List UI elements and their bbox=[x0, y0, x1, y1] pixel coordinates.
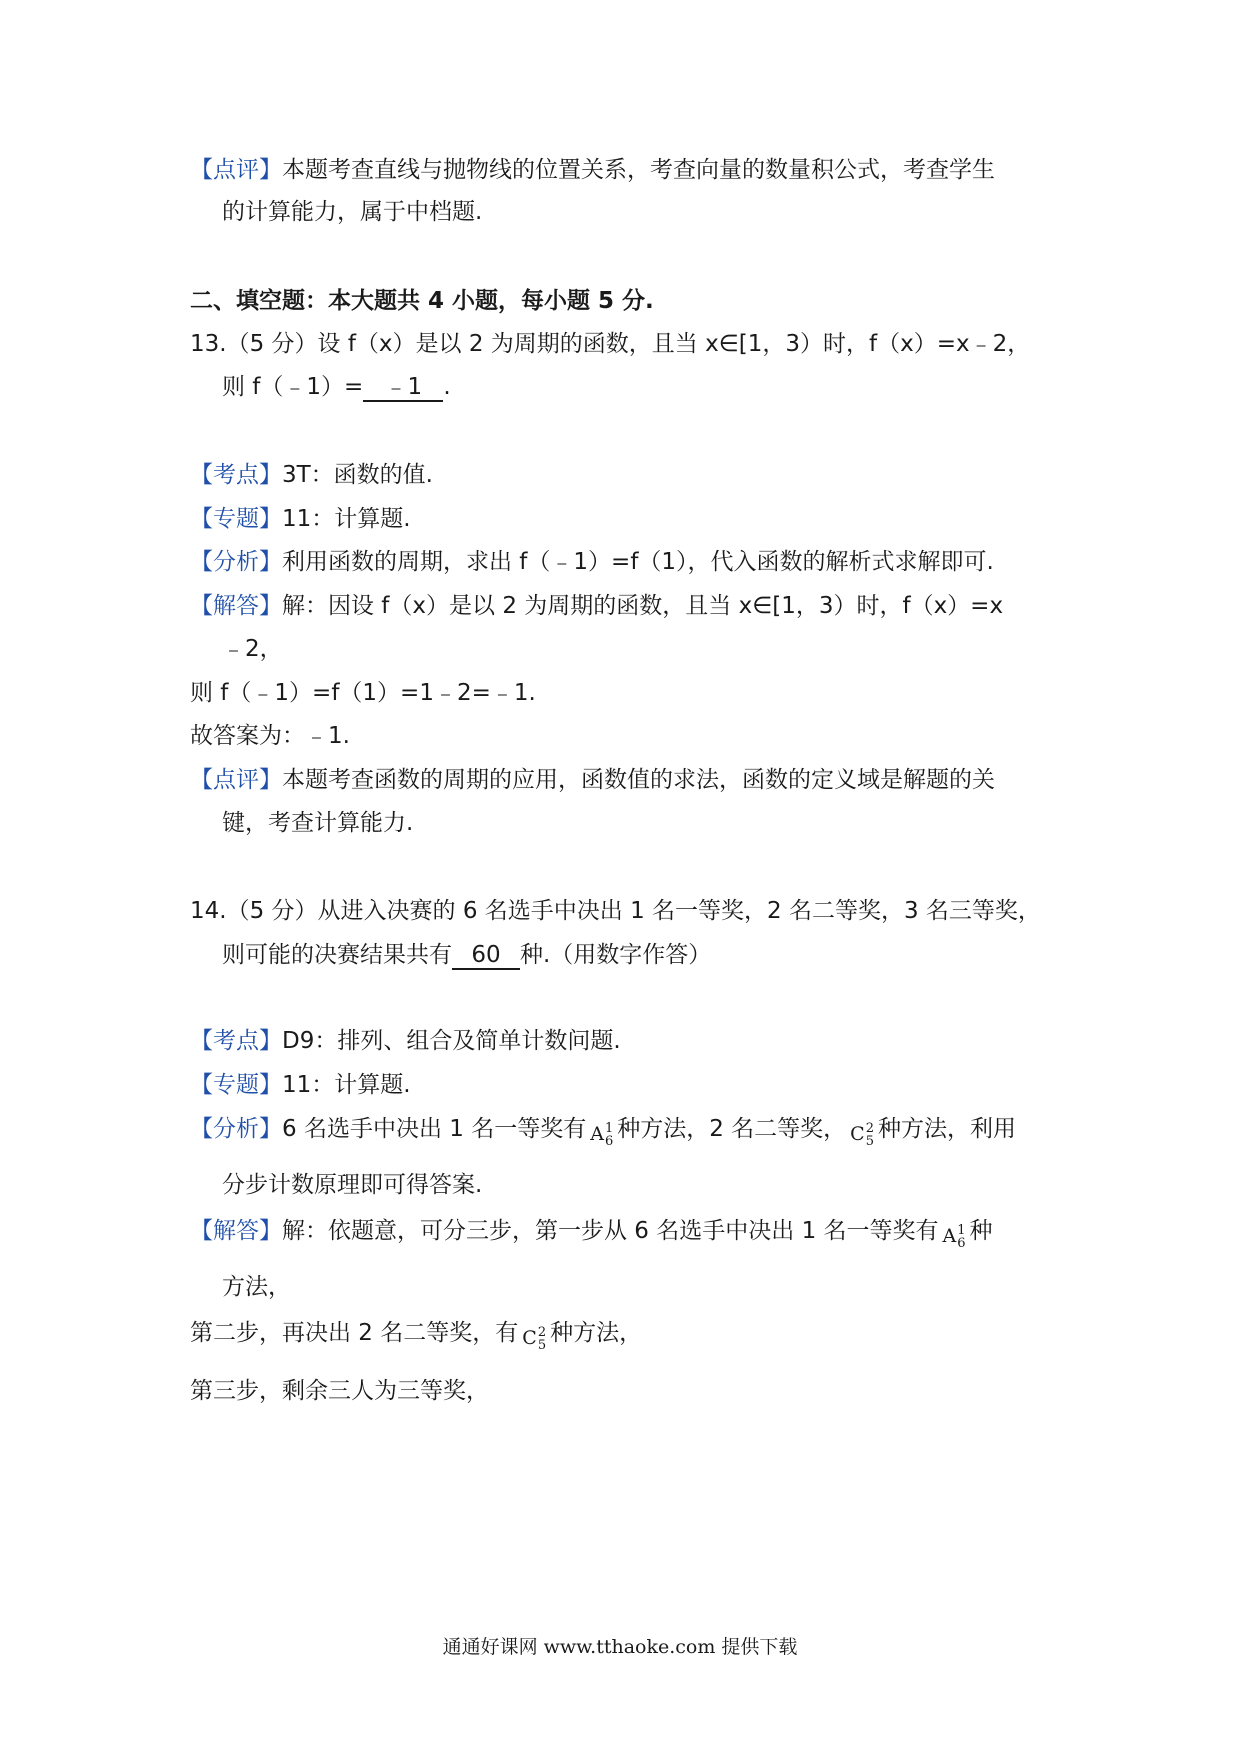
q13-stem-suffix: . bbox=[443, 374, 451, 400]
jieda-text-a: 解：依题意，可分三步，第一步从 6 名选手中决出 1 名一等奖有 bbox=[282, 1218, 939, 1244]
math-sub: 6 bbox=[957, 1236, 966, 1251]
q14-stem-line2 bbox=[222, 940, 711, 970]
zhuanti-text: 11：计算题. bbox=[282, 1072, 411, 1098]
fenxi-tag: 【分析】 bbox=[190, 549, 282, 575]
math-base: A bbox=[942, 1225, 957, 1247]
review-text: 本题考查直线与抛物线的位置关系，考查向量的数量积公式，考查学生 bbox=[282, 157, 995, 183]
jieda-tag: 【解答】 bbox=[190, 1218, 282, 1244]
q14-fenxi-line1 bbox=[190, 1114, 1016, 1149]
kaodian-text: 3T：函数的值. bbox=[282, 462, 433, 488]
q13-stem-line2 bbox=[222, 372, 451, 402]
math-base: C bbox=[850, 1123, 865, 1145]
math-sub: 5 bbox=[537, 1338, 547, 1353]
q13-jieda-line1 bbox=[190, 591, 1003, 621]
permutation-a61 bbox=[590, 1119, 613, 1149]
q13-dianping-line2: 键，考查计算能力. bbox=[222, 810, 414, 836]
fenxi-text-c: 种方法，利用 bbox=[878, 1116, 1016, 1142]
zhuanti-tag: 【专题】 bbox=[190, 506, 282, 532]
kaodian-tag: 【考点】 bbox=[190, 1028, 282, 1054]
dianping-tag: 【点评】 bbox=[190, 767, 282, 793]
q13-kaodian bbox=[190, 460, 433, 490]
jieda-text-b: 种方法， bbox=[550, 1320, 643, 1346]
combination-c52 bbox=[850, 1119, 874, 1149]
review1-line1 bbox=[190, 155, 995, 185]
math-sub: 5 bbox=[865, 1134, 874, 1149]
q13-fenxi bbox=[190, 547, 994, 577]
permutation-a61 bbox=[943, 1221, 966, 1251]
review-tag: 【点评】 bbox=[190, 157, 282, 183]
q14-jieda-line1 bbox=[190, 1216, 993, 1251]
fenxi-text-b: 种方法，2 名二等奖， bbox=[617, 1116, 847, 1142]
math-base: C bbox=[522, 1327, 537, 1349]
zhuanti-tag: 【专题】 bbox=[190, 1072, 282, 1098]
math-sup: 1 bbox=[957, 1223, 966, 1238]
zhuanti-text: 11：计算题. bbox=[282, 506, 411, 532]
jieda-text-a: 第二步，再决出 2 名二等奖，有 bbox=[190, 1320, 519, 1346]
q14-stem-prefix: 则可能的决赛结果共有 bbox=[222, 942, 452, 968]
q14-stem-line1: 14.（5 分）从进入决赛的 6 名选手中决出 1 名一等奖，2 名二等奖，3 名三等奖， bbox=[190, 898, 1041, 924]
math-sup: 2 bbox=[537, 1325, 547, 1340]
combination-c52 bbox=[522, 1323, 546, 1353]
fenxi-tag: 【分析】 bbox=[190, 1116, 282, 1142]
dianping-text: 本题考查函数的周期的应用，函数值的求法，函数的定义域是解题的关 bbox=[282, 767, 995, 793]
page-footer: 通通好课网 www.tthaoke.com 提供下载 bbox=[442, 1636, 798, 1658]
math-sup: 1 bbox=[604, 1121, 614, 1136]
math-base: A bbox=[590, 1123, 604, 1145]
q13-answer: ﹣1 bbox=[363, 374, 443, 402]
q14-fenxi-line2: 分步计数原理即可得答案. bbox=[222, 1172, 483, 1198]
q13-dianping-line1 bbox=[190, 765, 995, 795]
section-title: 二、填空题：本大题共 4 小题，每小题 5 分. bbox=[190, 288, 654, 314]
q13-jieda-line3: 则 f（﹣1）=f（1）=1﹣2=﹣1. bbox=[190, 680, 536, 706]
q14-kaodian bbox=[190, 1026, 621, 1056]
review1-line2: 的计算能力，属于中档题. bbox=[222, 199, 483, 225]
fenxi-text-a: 6 名选手中决出 1 名一等奖有 bbox=[282, 1116, 587, 1142]
jieda-text: 解：因设 f（x）是以 2 为周期的函数，且当 x∈[1，3）时，f（x）=x bbox=[282, 593, 1004, 619]
q14-jieda-line3 bbox=[190, 1318, 643, 1353]
jieda-text-b: 种 bbox=[969, 1218, 993, 1244]
math-sub: 6 bbox=[604, 1134, 614, 1149]
q14-stem-suffix: 种.（用数字作答） bbox=[520, 942, 712, 968]
q13-stem-prefix: 则 f（﹣1）= bbox=[222, 374, 364, 400]
kaodian-tag: 【考点】 bbox=[190, 462, 282, 488]
q13-zhuanti bbox=[190, 504, 411, 534]
q14-answer: 60 bbox=[452, 942, 520, 970]
fenxi-text: 利用函数的周期，求出 f（﹣1）=f（1），代入函数的解析式求解即可. bbox=[282, 549, 994, 575]
q14-jieda-line4: 第三步，剩余三人为三等奖， bbox=[190, 1378, 489, 1404]
kaodian-text: D9：排列、组合及简单计数问题. bbox=[282, 1028, 621, 1054]
q13-jieda-line2: ﹣2， bbox=[222, 636, 283, 662]
math-sup: 2 bbox=[865, 1121, 874, 1136]
jieda-tag: 【解答】 bbox=[190, 593, 282, 619]
q14-jieda-line2: 方法， bbox=[222, 1274, 291, 1300]
q13-jieda-line4: 故答案为：﹣1. bbox=[190, 723, 350, 749]
q13-stem-line1: 13.（5 分）设 f（x）是以 2 为周期的函数，且当 x∈[1，3）时，f（x）=x﹣2， bbox=[190, 331, 1031, 357]
q14-zhuanti bbox=[190, 1070, 411, 1100]
